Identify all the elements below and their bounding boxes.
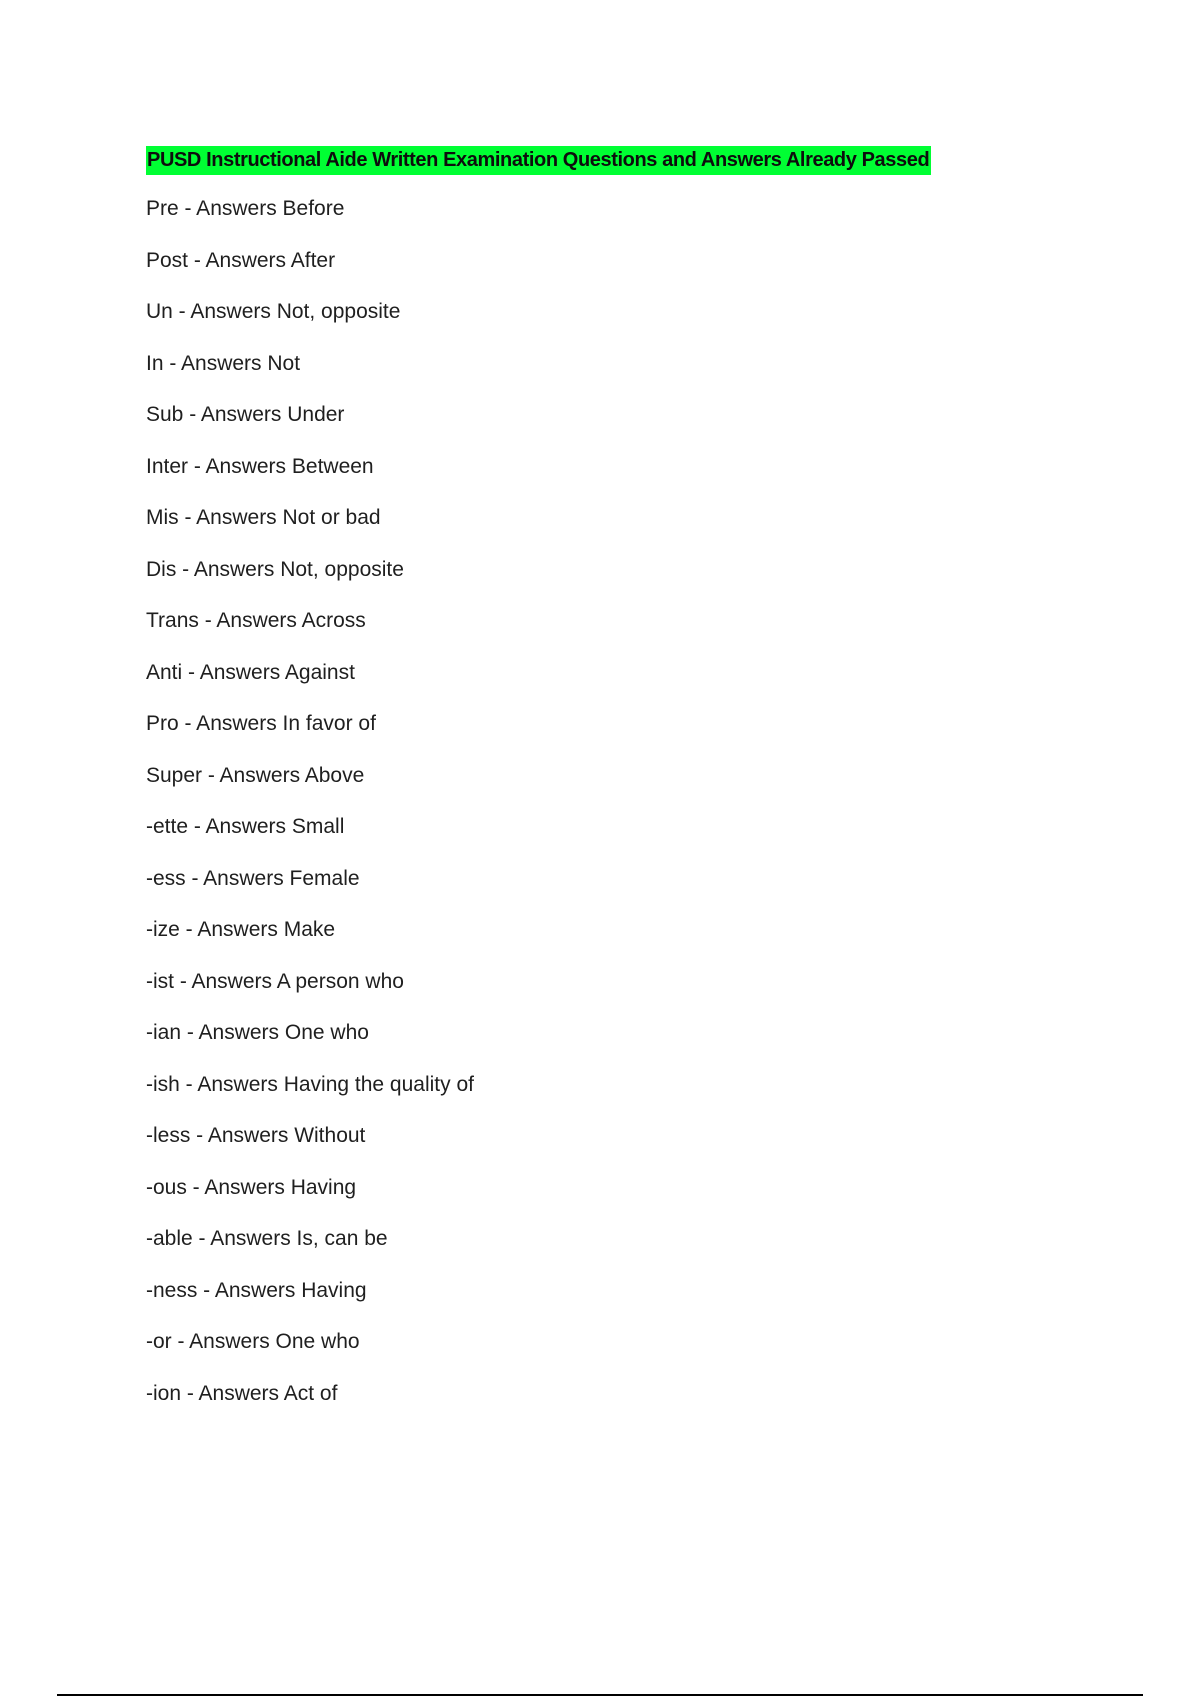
list-item: -ess - Answers Female	[146, 866, 360, 890]
list-item: Post - Answers After	[146, 248, 336, 272]
list-item: In - Answers Not	[146, 351, 301, 375]
list-item: -ist - Answers A person who	[146, 969, 404, 993]
list-item: -ish - Answers Having the quality of	[146, 1072, 474, 1096]
document-title: PUSD Instructional Aide Written Examination Questions and Answers Already Passed	[146, 146, 931, 175]
list-item: Super - Answers Above	[146, 763, 365, 787]
list-item: -ize - Answers Make	[146, 918, 336, 941]
list-item: -ette - Answers Small	[146, 815, 345, 838]
list-item: Pre - Answers Before	[146, 197, 345, 220]
list-item: -or - Answers One who	[146, 1330, 360, 1353]
list-item: Trans - Answers Across	[146, 609, 366, 632]
prefix-suffix-list	[146, 192, 474, 1428]
list-item: -ness - Answers Having	[146, 1278, 367, 1302]
list-item: Mis - Answers Not or bad	[146, 506, 381, 529]
list-item: Anti - Answers Against	[146, 660, 355, 684]
list-item: -ous - Answers Having	[146, 1175, 357, 1199]
footer-divider	[57, 1694, 1143, 1696]
list-item: -less - Answers Without	[146, 1124, 366, 1147]
list-item: Pro - Answers In favor of	[146, 712, 376, 735]
list-item: Sub - Answers Under	[146, 403, 345, 426]
list-item: Inter - Answers Between	[146, 454, 374, 478]
list-item: -ian - Answers One who	[146, 1021, 369, 1044]
list-item: Un - Answers Not, opposite	[146, 300, 401, 323]
list-item: -able - Answers Is, can be	[146, 1227, 388, 1250]
list-item: Dis - Answers Not, opposite	[146, 557, 404, 581]
list-item: -ion - Answers Act of	[146, 1381, 338, 1405]
